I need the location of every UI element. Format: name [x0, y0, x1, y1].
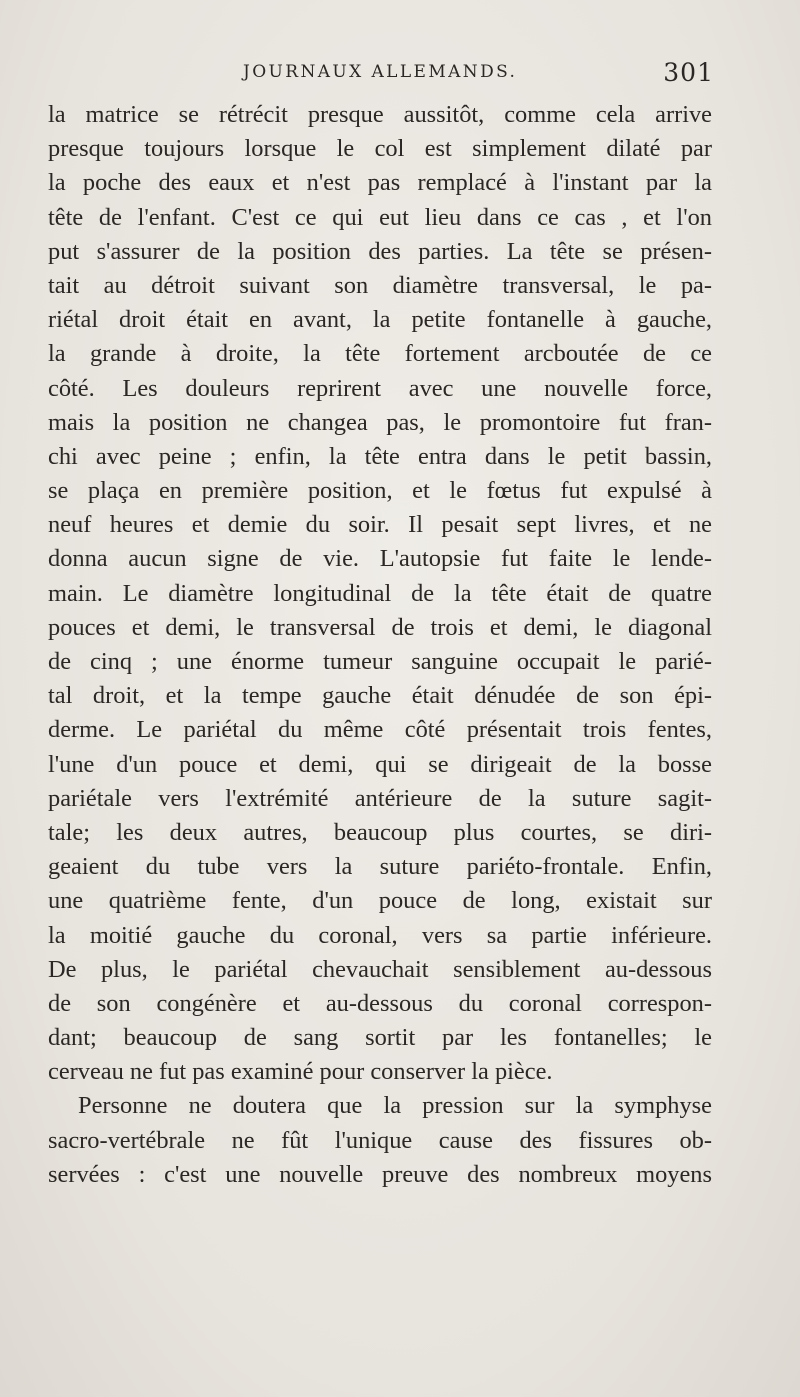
page-number: 301	[663, 58, 714, 87]
text-line: tête de l'enfant. C'est ce qui eut lieu dans ce cas , et l'on	[48, 203, 712, 231]
text-line: la poche des eaux et n'est pas remplacé à l'instant par la	[48, 169, 712, 197]
text-line: pariétale vers l'extrémité antérieure de la suture sagit-	[48, 784, 712, 812]
text-line: tale; les deux autres, beaucoup plus courtes, se diri-	[48, 818, 712, 846]
text-line: riétal droit était en avant, la petite fontanelle à gauche,	[48, 306, 712, 334]
text-line: put s'assurer de la position des parties. La tête se présen-	[48, 237, 712, 265]
text-line: tait au détroit suivant son diamètre transversal, le pa-	[48, 271, 712, 299]
text-line: derme. Le pariétal du même côté présentait trois fentes,	[48, 716, 712, 744]
text-line: de son congénère et au-dessous du coronal correspon-	[48, 989, 712, 1017]
text-line: la grande à droite, la tête fortement arcboutée de ce	[48, 340, 712, 368]
text-line: De plus, le pariétal chevauchait sensiblement au-dessous	[48, 955, 712, 983]
text-line: tal droit, et la tempe gauche était dénudée de son épi-	[48, 682, 712, 710]
paragraph-end-line: cerveau ne fut pas examiné pour conserver la pièce.	[48, 1058, 553, 1086]
body-text	[48, 98, 712, 1192]
running-head	[48, 58, 714, 88]
text-line: donna aucun signe de vie. L'autopsie fut faite le lende-	[48, 545, 712, 573]
text-line: l'une d'un pouce et demi, qui se dirigeait de la bosse	[48, 750, 712, 778]
text-line: côté. Les douleurs reprirent avec une nouvelle force,	[48, 374, 712, 402]
text-line: se plaça en première position, et le fœtus fut expulsé à	[48, 477, 712, 505]
text-line: une quatrième fente, d'un pouce de long, existait sur	[48, 887, 712, 915]
text-line: servées : c'est une nouvelle preuve des nombreux moyens	[48, 1160, 712, 1188]
text-line: de cinq ; une énorme tumeur sanguine occupait le parié-	[48, 648, 712, 675]
text-line: la moitié gauche du coronal, vers sa partie inférieure.	[48, 921, 712, 949]
text-line: neuf heures et demie du soir. Il pesait sept livres, et ne	[48, 511, 712, 539]
text-line: pouces et demi, le transversal de trois et demi, le diagonal	[48, 613, 712, 641]
text-line: mais la position ne changea pas, le promontoire fut fran-	[48, 408, 712, 436]
paragraph-start-line: Personne ne doutera que la pression sur la symphyse	[78, 1092, 712, 1120]
text-line: main. Le diamètre longitudinal de la tête était de quatre	[48, 579, 712, 607]
text-line: la matrice se rétrécit presque aussitôt, comme cela arrive	[48, 101, 712, 128]
running-title: JOURNAUX ALLEMANDS.	[243, 62, 518, 82]
text-line: dant; beaucoup de sang sortit par les fontanelles; le	[48, 1024, 712, 1052]
text-line: presque toujours lorsque le col est simplement dilaté par	[48, 135, 712, 163]
text-line: chi avec peine ; enfin, la tête entra dans le petit bassin,	[48, 442, 712, 470]
text-line: sacro-vertébrale ne fût l'unique cause des fissures ob-	[48, 1126, 712, 1154]
text-line: geaient du tube vers la suture pariéto-frontale. Enfin,	[48, 853, 712, 881]
